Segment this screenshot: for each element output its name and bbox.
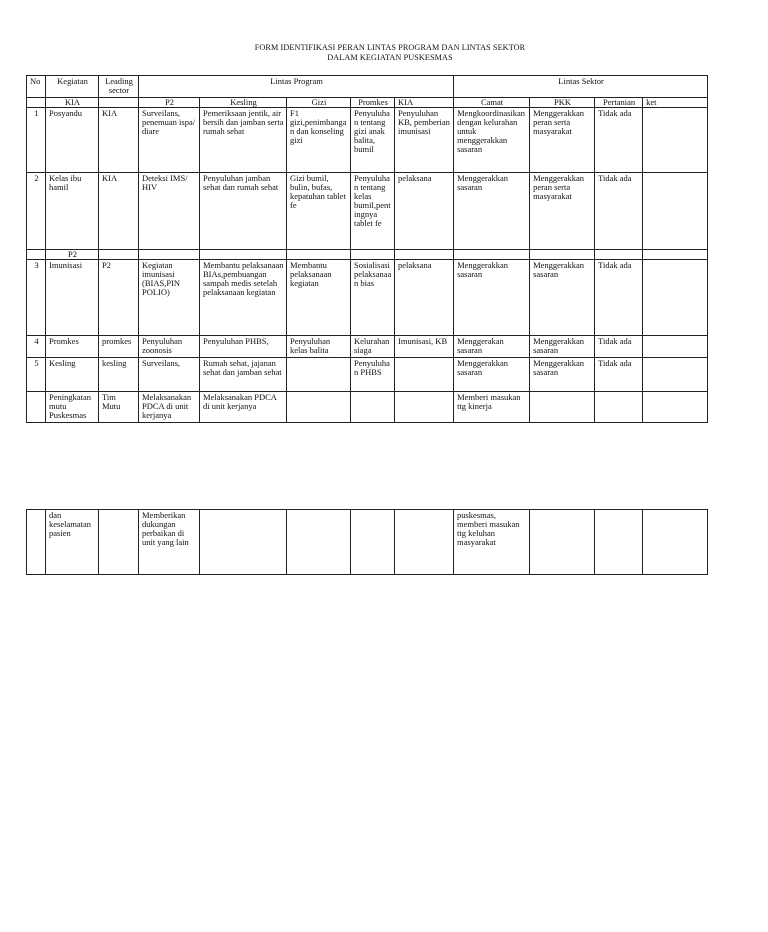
header-leading-sector: Leading sector bbox=[99, 76, 139, 98]
subheader-promkes: Promkes bbox=[351, 98, 395, 108]
cell-kia bbox=[395, 392, 454, 423]
cell-promkes: Penyuluhan PHBS bbox=[351, 358, 395, 392]
cell-kesling bbox=[200, 250, 287, 260]
cell-leading-sector: KIA bbox=[99, 173, 139, 250]
cell-camat: Mengkoordinasikan dengan kelurahan untuk menggerakkan sasaran bbox=[454, 108, 530, 173]
cell-kegiatan: dan keselamatan pasien bbox=[46, 510, 99, 575]
cell-kegiatan: Peningkatan mutu Puskesmas bbox=[46, 392, 99, 423]
header-row bbox=[27, 76, 708, 98]
cell-p2: Surveilans, bbox=[139, 358, 200, 392]
subheader-ket: ket bbox=[643, 98, 708, 108]
header-lintas-program: Lintas Program bbox=[139, 76, 454, 98]
cell-pkk bbox=[530, 510, 595, 575]
cell-pertanian: Tidak ada bbox=[595, 108, 643, 173]
subheader-kesling: Kesling bbox=[200, 98, 287, 108]
cell-ket bbox=[643, 260, 708, 336]
cell-gizi: F1 gizi,penimbangan dan konseling gizi bbox=[287, 108, 351, 173]
cell-ket bbox=[643, 108, 708, 173]
cell-camat: Memberi masukan ttg kinerja bbox=[454, 392, 530, 423]
cell-camat bbox=[454, 250, 530, 260]
cell-no bbox=[27, 392, 46, 423]
cell-pkk: Menggerakkan peran serta masyarakat bbox=[530, 173, 595, 250]
table-row bbox=[27, 510, 708, 575]
section-row bbox=[27, 250, 708, 260]
table-row bbox=[27, 392, 708, 423]
cell-p2: Memberikan dukungan perbaikan di unit yang lain bbox=[139, 510, 200, 575]
cell-no bbox=[27, 250, 46, 260]
cell-promkes: Penyuluhan tentang gizi anak balita, bumil bbox=[351, 108, 395, 173]
cell-camat: Menggerakkan sasaran bbox=[454, 358, 530, 392]
cell-kia: Penyuluhan KB, pemberian imunisasi bbox=[395, 108, 454, 173]
subheader-camat: Camat bbox=[454, 98, 530, 108]
cell-promkes: Kelurahan siaga bbox=[351, 336, 395, 358]
subheader-gizi: Gizi bbox=[287, 98, 351, 108]
cell-no: 3 bbox=[27, 260, 46, 336]
cell-gizi bbox=[287, 358, 351, 392]
cell-kia: pelaksana bbox=[395, 173, 454, 250]
cell-gizi bbox=[287, 392, 351, 423]
cell-leading-sector: P2 bbox=[99, 260, 139, 336]
cell-kesling: Pemeriksaan jentik, air bersih dan jamban serta rumah sehat bbox=[200, 108, 287, 173]
cell-kegiatan: Promkes bbox=[46, 336, 99, 358]
cell-leading-sector: promkes bbox=[99, 336, 139, 358]
cell-camat: Menggerakkan sasaran bbox=[454, 260, 530, 336]
table-row bbox=[27, 260, 708, 336]
cell-leading-sector: kesling bbox=[99, 358, 139, 392]
subheader-leading-sector bbox=[99, 98, 139, 108]
cell-camat: puskesmas, memberi masukan ttg keluhan masyarakat bbox=[454, 510, 530, 575]
cell-pkk bbox=[530, 392, 595, 423]
cell-no: 2 bbox=[27, 173, 46, 250]
cell-kia bbox=[395, 510, 454, 575]
cell-pertanian: Tidak ada bbox=[595, 260, 643, 336]
subheader-p2: P2 bbox=[139, 98, 200, 108]
cell-kesling bbox=[200, 510, 287, 575]
header-no: No bbox=[27, 76, 46, 98]
subheader-no bbox=[27, 98, 46, 108]
cell-gizi: Membantu pelaksanaan kegiatan bbox=[287, 260, 351, 336]
cell-leading-sector bbox=[99, 510, 139, 575]
section-label: P2 bbox=[46, 250, 99, 260]
cell-no bbox=[27, 510, 46, 575]
cell-pkk: Menggerakkan sasaran bbox=[530, 260, 595, 336]
cell-gizi bbox=[287, 250, 351, 260]
cell-kia bbox=[395, 358, 454, 392]
cell-ket bbox=[643, 510, 708, 575]
table-row bbox=[27, 358, 708, 392]
subheader-kia: KIA bbox=[395, 98, 454, 108]
cell-gizi: Penyuluhan kelas balita bbox=[287, 336, 351, 358]
cell-pertanian: Tidak ada bbox=[595, 173, 643, 250]
cell-promkes bbox=[351, 392, 395, 423]
cell-pertanian bbox=[595, 250, 643, 260]
identification-table bbox=[26, 75, 708, 423]
cell-ket bbox=[643, 392, 708, 423]
cell-camat: Menggerakkan sasaran bbox=[454, 173, 530, 250]
cell-pertanian bbox=[595, 392, 643, 423]
cell-ket bbox=[643, 336, 708, 358]
cell-promkes: Penyuluhan tentang kelas bumil,pentingnya tablet fe bbox=[351, 173, 395, 250]
cell-pertanian: Tidak ada bbox=[595, 336, 643, 358]
subheader-row bbox=[27, 98, 708, 108]
cell-pertanian: Tidak ada bbox=[595, 358, 643, 392]
cell-promkes: Sosialisasi pelaksanaan bias bbox=[351, 260, 395, 336]
cell-kegiatan: Kelas ibu hamil bbox=[46, 173, 99, 250]
cell-p2: Melaksanakan PDCA di unit kerjanya bbox=[139, 392, 200, 423]
cell-p2: Surveilans, penemuan ispa/ diare bbox=[139, 108, 200, 173]
table-row bbox=[27, 108, 708, 173]
cell-kia: pelaksana bbox=[395, 260, 454, 336]
cell-kia: Imunisasi, KB bbox=[395, 336, 454, 358]
cell-pertanian bbox=[595, 510, 643, 575]
subheader-pkk: PKK bbox=[530, 98, 595, 108]
cell-p2 bbox=[139, 250, 200, 260]
subheader-pertanian: Pertanian bbox=[595, 98, 643, 108]
cell-leading-sector: KIA bbox=[99, 108, 139, 173]
cell-ket bbox=[643, 358, 708, 392]
cell-promkes bbox=[351, 510, 395, 575]
cell-kegiatan: Kesling bbox=[46, 358, 99, 392]
cell-ket bbox=[643, 173, 708, 250]
cell-kesling: Penyuluhan PHBS, bbox=[200, 336, 287, 358]
cell-kegiatan: Posyandu bbox=[46, 108, 99, 173]
cell-camat: Menggerakan sasaran bbox=[454, 336, 530, 358]
table-row bbox=[27, 173, 708, 250]
cell-no: 5 bbox=[27, 358, 46, 392]
cell-kesling: Penyuluhan jamban sehat dan rumah sehat bbox=[200, 173, 287, 250]
cell-no: 1 bbox=[27, 108, 46, 173]
identification-table-continued bbox=[26, 509, 708, 575]
cell-no: 4 bbox=[27, 336, 46, 358]
cell-kesling: Membantu pelaksanaan BIAs,pembuangan sampah medis setelah pelaksanaan kegiatan bbox=[200, 260, 287, 336]
cell-ket bbox=[643, 250, 708, 260]
form-title-line2: DALAM KEGIATAN PUSKESMAS bbox=[327, 53, 453, 62]
cell-kesling: Rumah sehat, jajanan sehat dan jamban sehat bbox=[200, 358, 287, 392]
header-lintas-sektor: Lintas Sektor bbox=[454, 76, 708, 98]
cell-kegiatan: Imunisasi bbox=[46, 260, 99, 336]
cell-gizi bbox=[287, 510, 351, 575]
cell-leading-sector: Tim Mutu bbox=[99, 392, 139, 423]
cell-pkk: Menggerakkan sasaran bbox=[530, 358, 595, 392]
cell-p2: Kegiatan imunisasi (BIAS,PIN POLIO) bbox=[139, 260, 200, 336]
cell-p2: Penyuluhan zoonosis bbox=[139, 336, 200, 358]
cell-pkk bbox=[530, 250, 595, 260]
cell-pkk: Menggerakkan sasaran bbox=[530, 336, 595, 358]
cell-promkes bbox=[351, 250, 395, 260]
cell-pkk: Menggerakkan peran serta masyarakat bbox=[530, 108, 595, 173]
header-kegiatan: Kegiatan bbox=[46, 76, 99, 98]
cell-p2: Deteksi IMS/ HIV bbox=[139, 173, 200, 250]
cell-kesling: Melaksanakan PDCA di unit kerjanya bbox=[200, 392, 287, 423]
cell-leading-sector bbox=[99, 250, 139, 260]
table-row bbox=[27, 336, 708, 358]
form-title-line1: FORM IDENTIFIKASI PERAN LINTAS PROGRAM DAN LINTAS SEKTOR bbox=[254, 43, 526, 52]
cell-kia bbox=[395, 250, 454, 260]
subheader-kegiatan: KIA bbox=[46, 98, 99, 108]
cell-gizi: Gizi bumil, bulin, bufas, kepatuhan tablet fe bbox=[287, 173, 351, 250]
